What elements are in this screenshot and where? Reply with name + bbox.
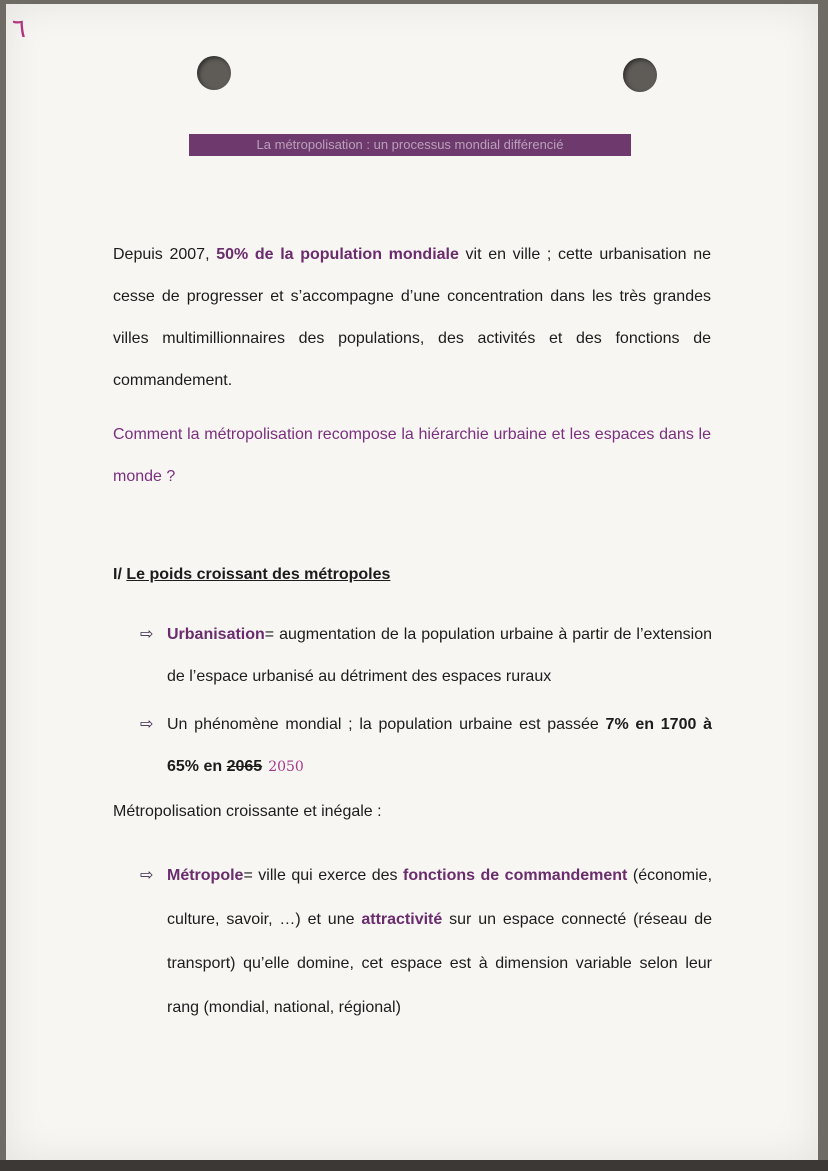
arrow-bullet-icon: ⇨: [140, 716, 154, 733]
bullet-text-1: = ville qui exerce des: [243, 867, 404, 884]
subheading-metropolisation: Métropolisation croissante et inégale :: [113, 803, 382, 820]
document-title: La métropolisation : un processus mondial différencié: [189, 134, 631, 156]
bullet-text-2: (économie, culture, savoir, …) et une: [167, 867, 713, 928]
punch-hole-right: [623, 58, 657, 92]
bullet-urbanisation: [140, 614, 712, 698]
bullet-term: Urbanisation: [167, 626, 265, 643]
punch-hole-left: [197, 56, 231, 90]
intro-text-1: Depuis 2007,: [113, 246, 217, 263]
bullet-bold-figures: 7% en 1700 à 65% en: [167, 716, 713, 775]
arrow-bullet-icon: ⇨: [140, 626, 154, 643]
bullet-text: Un phénomène mondial ; la population urbaine est passée: [167, 716, 606, 733]
bullet-global-phenomenon: [140, 704, 712, 788]
bullet-term: Métropole: [167, 867, 244, 884]
handwritten-correction: 2050: [268, 759, 304, 775]
intro-highlight: 50% de la population mondiale: [216, 246, 459, 263]
intro-text-2: vit en ville ; cette urbanisation ne cesse de progresser et s’accompagne d’une concentration dans les très grandes villes multimillionnaires des populations, des activités et des fonctions de commandement.: [113, 246, 712, 389]
background-edge: [0, 1160, 828, 1171]
bullet-text-3: sur un espace connecté (réseau de transport) qu’elle domine, cet espace est à dimension variable selon leur rang (mondial, national, régional): [167, 911, 712, 1016]
problem-question: Comment la métropolisation recompose la hiérarchie urbaine et les espaces dans le monde ?: [113, 426, 711, 485]
bullet-highlight-2: attractivité: [361, 911, 443, 928]
struck-year: 2065: [226, 758, 263, 775]
bullet-definition: = augmentation de la population urbaine à partir de l’extension de l’espace urbanisé au détriment des espaces ruraux: [167, 626, 712, 685]
arrow-bullet-icon: ⇨: [140, 867, 154, 884]
handwritten-page-mark: ٦: [12, 14, 26, 44]
bullet-metropole: [140, 854, 712, 1030]
section-numeral: I/: [113, 566, 127, 583]
intro-paragraph: [113, 234, 711, 402]
section-title: Le poids croissant des métropoles: [126, 566, 391, 583]
section-heading: [113, 566, 390, 584]
bullet-highlight-1: fonctions de commandement: [403, 867, 628, 884]
